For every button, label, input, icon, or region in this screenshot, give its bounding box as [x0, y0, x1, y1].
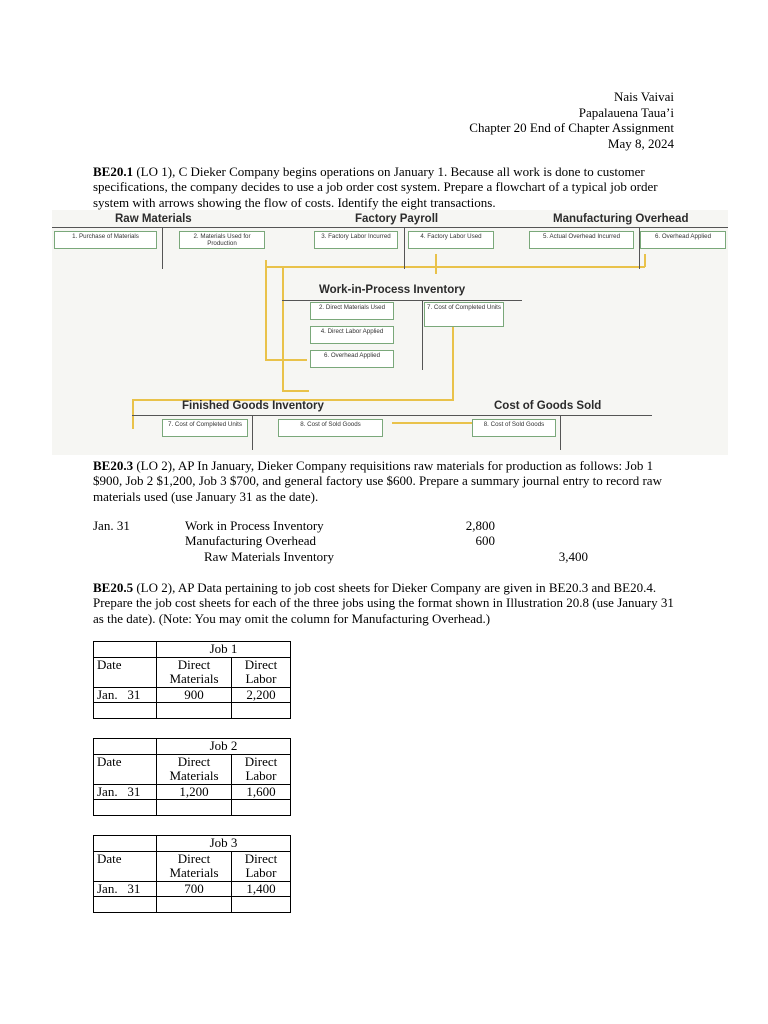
table-row: [94, 784, 291, 800]
job-order-flowchart: [52, 210, 728, 455]
box-cost-of-completed-units: 7. Cost of Completed Units: [424, 302, 504, 327]
job-title: Job 3: [157, 836, 291, 852]
section-manufacturing-overhead: Manufacturing Overhead: [553, 213, 689, 225]
job-title: Job 1: [157, 642, 291, 658]
table-row: [94, 703, 291, 719]
col-direct-materials: Direct Materials: [157, 851, 232, 881]
job-cost-sheet-2: [93, 738, 291, 816]
journal-account: Work in Process Inventory: [185, 518, 324, 533]
table-row: [94, 881, 291, 897]
table-row: [94, 800, 291, 816]
section-cost-of-goods-sold: Cost of Goods Sold: [494, 400, 602, 412]
cell-direct-materials: 900: [157, 687, 232, 703]
box-fg-cost-of-sold-goods: 8. Cost of Sold Goods: [278, 419, 383, 437]
cell-direct-labor: 1,600: [232, 784, 291, 800]
section-finished-goods: Finished Goods Inventory: [182, 400, 324, 412]
cell-direct-labor: 2,200: [232, 687, 291, 703]
box-overhead-applied: 6. Overhead Applied: [640, 231, 726, 249]
job-title: Job 2: [157, 739, 291, 755]
col-direct-labor: Direct Labor: [232, 657, 291, 687]
journal-credit: 3,400: [558, 549, 588, 564]
box-direct-labor-applied: 4. Direct Labor Applied: [310, 326, 394, 344]
journal-account: Manufacturing Overhead: [185, 533, 317, 548]
journal-debit: 600: [475, 533, 495, 548]
cell-date: Jan. 31: [94, 881, 157, 897]
assignment-date: May 8, 2024: [607, 135, 674, 151]
assignment-title: Chapter 20 End of Chapter Assignment: [469, 120, 674, 135]
table-row: [94, 897, 291, 913]
col-direct-labor: Direct Labor: [232, 754, 291, 784]
cell-direct-labor: 1,400: [232, 881, 291, 897]
author-name: Papalauena Taua’i: [578, 104, 674, 120]
job-cost-sheet-3: [93, 835, 291, 913]
col-date: Date: [94, 754, 157, 784]
exercise-text: (LO 2), AP Data pertaining to job cost sheets for Dieker Company are given in BE20.3 and BE20.4. Prepare the job cost sheets for each of the three jobs using the format shown in Illustration 20.8 (use January 31 as the date). (Note: You may omit the column for Manufacturing Overhead.): [93, 580, 674, 626]
col-direct-labor: Direct Labor: [232, 851, 291, 881]
cell-direct-materials: 700: [157, 881, 232, 897]
cell-date: Jan. 31: [94, 784, 157, 800]
exercise-label: BE20.5: [93, 580, 134, 595]
cell-date: Jan. 31: [94, 687, 157, 703]
box-cogs-cost-of-sold-goods: 8. Cost of Sold Goods: [472, 419, 556, 437]
journal-debit: 2,800: [465, 518, 495, 533]
exercise-text: (LO 2), AP In January, Dieker Company requisitions raw materials for production as follows: Job 1 $900, Job 2 $1,200, Job 3 $700, and general factory use $600. Prepare a summary journal entry to record raw materials used (use January 31 as the date).: [93, 458, 662, 504]
table-row: [94, 687, 291, 703]
col-direct-materials: Direct Materials: [157, 754, 232, 784]
exercise-be20-3: [93, 458, 683, 504]
col-date: Date: [94, 657, 157, 687]
box-purchase-of-materials: 1. Purchase of Materials: [54, 231, 157, 249]
section-raw-materials: Raw Materials: [115, 213, 192, 225]
journal-account: Raw Materials Inventory: [204, 549, 334, 564]
exercise-label: BE20.3: [93, 458, 134, 473]
box-factory-labor-used: 4. Factory Labor Used: [408, 231, 494, 249]
box-fg-cost-of-completed-units: 7. Cost of Completed Units: [162, 419, 248, 437]
exercise-be20-1: [93, 164, 683, 210]
exercise-label: BE20.1: [93, 164, 134, 179]
exercise-text: (LO 1), C Dieker Company begins operations on January 1. Because all work is done to customer specifications, the company decides to use a job order cost system. Prepare a flowchart of a typical job order system with arrows showing the flow of costs. Identify the eight transactions.: [93, 164, 658, 210]
author-name: Nais Vaivai: [613, 89, 674, 104]
col-date: Date: [94, 851, 157, 881]
exercise-be20-5: [93, 580, 683, 626]
box-actual-overhead-incurred: 5. Actual Overhead Incurred: [529, 231, 634, 249]
section-factory-payroll: Factory Payroll: [355, 213, 439, 225]
box-wip-overhead-applied: 6. Overhead Applied: [310, 350, 394, 368]
box-factory-labor-incurred: 3. Factory Labor Incurred: [314, 231, 398, 249]
job-cost-sheet-1: [93, 641, 291, 719]
col-direct-materials: Direct Materials: [157, 657, 232, 687]
header-block: [469, 89, 674, 151]
section-work-in-process: Work-in-Process Inventory: [319, 284, 466, 296]
box-direct-materials-used: 2. Direct Materials Used: [310, 302, 394, 320]
journal-date: Jan. 31: [93, 518, 130, 533]
cell-direct-materials: 1,200: [157, 784, 232, 800]
box-materials-used: 2. Materials Used for Production: [179, 231, 265, 249]
